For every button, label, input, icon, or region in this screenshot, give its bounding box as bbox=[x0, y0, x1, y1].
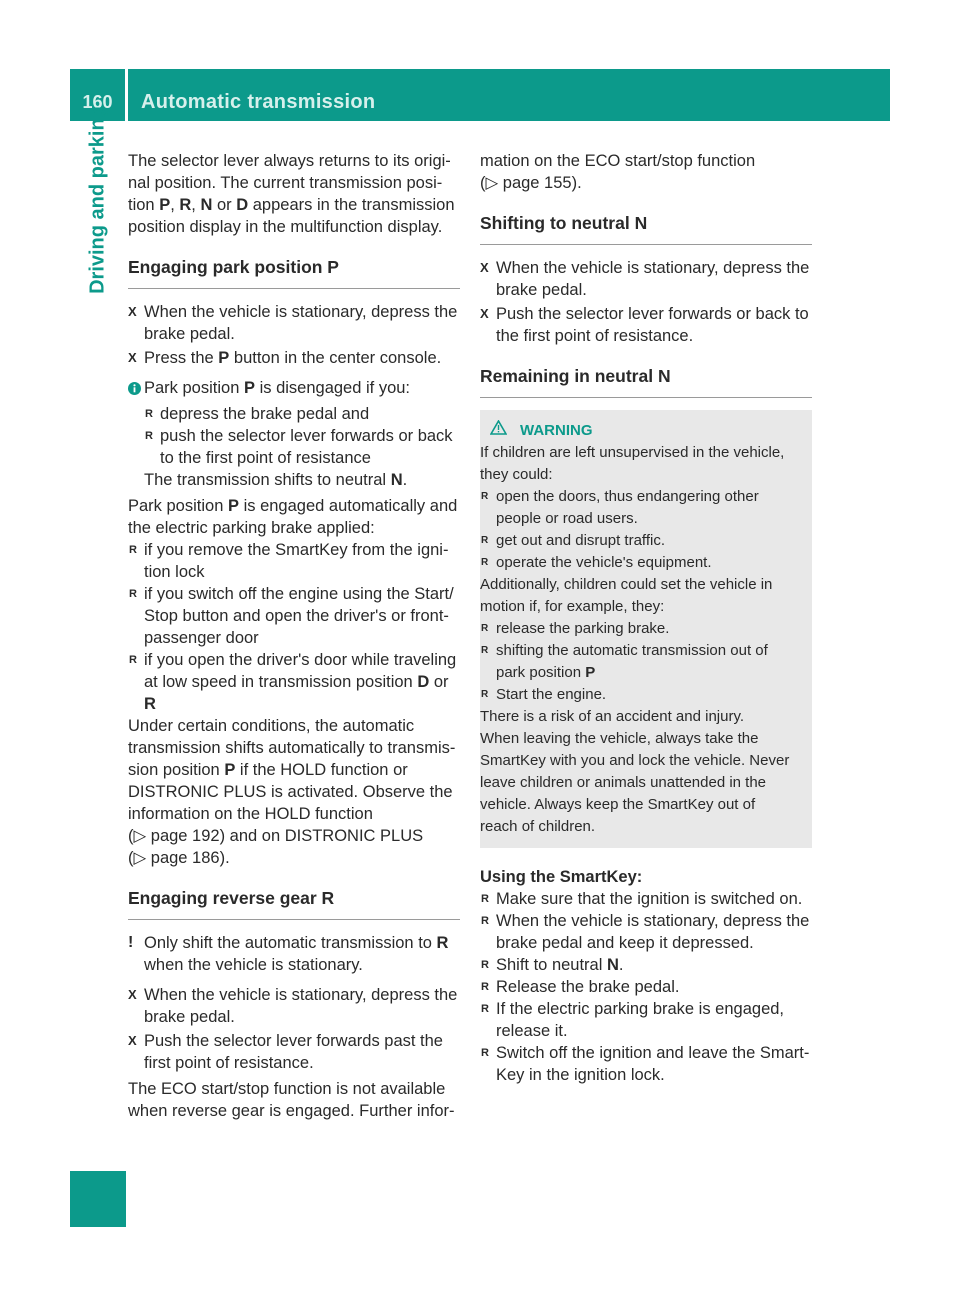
list-item bbox=[480, 976, 812, 998]
text-line: information on the HOLD function bbox=[128, 805, 373, 823]
text-line: SmartKey with you and lock the vehicle. Never bbox=[480, 752, 790, 769]
text-line: Park position P is engaged automatically and bbox=[128, 497, 458, 515]
text-line: motion if, for example, they: bbox=[480, 598, 665, 615]
paragraph bbox=[128, 715, 460, 869]
paragraph bbox=[480, 442, 806, 486]
text-line: park position P bbox=[496, 664, 596, 681]
bullet-icon: R bbox=[481, 1003, 489, 1015]
bullet-icon: R bbox=[481, 981, 489, 993]
text-line: If children are left unsupervised in the vehicle, bbox=[480, 444, 785, 461]
list-item bbox=[128, 583, 460, 649]
text-line: Push the selector lever forwards past the bbox=[144, 1032, 443, 1050]
text-line: The selector lever always returns to its origi- bbox=[128, 152, 451, 170]
text-line: when the vehicle is stationary. bbox=[144, 956, 363, 974]
arrow-icon: X bbox=[128, 987, 137, 1002]
text-line: Stop button and open the driver's or front- bbox=[144, 607, 449, 625]
text-line: people or road users. bbox=[496, 510, 638, 527]
warning-box bbox=[480, 410, 812, 848]
text-line: depress the brake pedal and bbox=[160, 405, 370, 423]
text-line: Start the engine. bbox=[496, 686, 607, 703]
section-heading: Engaging park position P bbox=[128, 256, 460, 289]
paragraph bbox=[480, 706, 806, 728]
arrow-icon: X bbox=[128, 350, 137, 365]
bullet-icon: R bbox=[481, 535, 489, 546]
info-icon bbox=[128, 379, 141, 401]
text-line: Press the P button in the center console. bbox=[144, 349, 442, 367]
bullet-icon: R bbox=[481, 623, 489, 634]
side-tab-marker bbox=[70, 1171, 126, 1227]
page-header bbox=[70, 69, 890, 121]
side-tab-label: Driving and parking bbox=[86, 106, 109, 294]
text-line: transmission shifts automatically to transmis- bbox=[128, 739, 456, 757]
header-title: Automatic transmission bbox=[141, 91, 376, 113]
text-line: vehicle. Always keep the SmartKey out of bbox=[480, 796, 756, 813]
text-line: Release the brake pedal. bbox=[496, 978, 680, 996]
list-item bbox=[128, 649, 460, 715]
text-line: The ECO start/stop function is not available bbox=[128, 1080, 446, 1098]
text-line: mation on the ECO start/stop function bbox=[480, 152, 756, 170]
text-line: the electric parking brake applied: bbox=[128, 519, 375, 537]
exclamation-icon: ! bbox=[128, 934, 134, 951]
text-line: operate the vehicle's equipment. bbox=[496, 554, 712, 571]
list-item bbox=[480, 998, 812, 1042]
text-line: shifting the automatic transmission out of bbox=[496, 642, 768, 659]
text-line: (▷ page 186). bbox=[128, 849, 230, 867]
arrow-icon: X bbox=[480, 306, 489, 321]
list-item bbox=[144, 425, 460, 469]
bullet-icon: R bbox=[481, 1047, 489, 1059]
list-item bbox=[480, 684, 806, 706]
text-line: get out and disrupt traffic. bbox=[496, 532, 665, 549]
text-line: brake pedal and keep it depressed. bbox=[496, 934, 754, 952]
paragraph bbox=[480, 574, 806, 618]
instruction-step bbox=[480, 303, 812, 347]
bullet-icon: R bbox=[481, 689, 489, 700]
text-line: R bbox=[144, 695, 156, 713]
warning-triangle-icon bbox=[490, 420, 507, 442]
instruction-step bbox=[480, 257, 812, 301]
right-column bbox=[480, 150, 812, 1086]
text-line: Under certain conditions, the automatic bbox=[128, 717, 415, 735]
text-line: Switch off the ignition and leave the Smart- bbox=[496, 1044, 810, 1062]
info-note bbox=[128, 377, 460, 399]
text-line: brake pedal. bbox=[144, 1008, 235, 1026]
text-line: push the selector lever forwards or back bbox=[160, 427, 453, 445]
bullet-icon: R bbox=[129, 588, 137, 600]
text-line: passenger door bbox=[144, 629, 259, 647]
text-line: Key in the ignition lock. bbox=[496, 1066, 665, 1084]
left-column bbox=[128, 150, 460, 1122]
text-line: brake pedal. bbox=[496, 281, 587, 299]
paragraph bbox=[128, 495, 460, 539]
caution-note bbox=[128, 932, 460, 976]
paragraph bbox=[480, 728, 806, 838]
text-line: When the vehicle is stationary, depress the bbox=[144, 986, 458, 1004]
text-line: Additionally, children could set the vehicle in bbox=[480, 576, 773, 593]
bullet-icon: R bbox=[145, 408, 153, 420]
text-line: brake pedal. bbox=[144, 325, 235, 343]
text-line: the first point of resistance. bbox=[496, 327, 694, 345]
text-line: When the vehicle is stationary, depress the bbox=[496, 912, 810, 930]
list-item bbox=[480, 888, 812, 910]
instruction-step bbox=[128, 347, 460, 369]
text-line: The transmission shifts to neutral N. bbox=[144, 471, 408, 489]
text-line: When the vehicle is stationary, depress the bbox=[144, 303, 458, 321]
section-heading: Shifting to neutral N bbox=[480, 212, 812, 245]
text-line: tion P, R, N or D appears in the transmission bbox=[128, 196, 455, 214]
page-number: 160 bbox=[82, 92, 113, 112]
text-line: leave children or animals unattended in the bbox=[480, 774, 767, 791]
list-item bbox=[128, 539, 460, 583]
list-item bbox=[480, 910, 812, 954]
text-line: When leaving the vehicle, always take the bbox=[480, 730, 759, 747]
text-line: open the doors, thus endangering other bbox=[496, 488, 759, 505]
instruction-step bbox=[128, 984, 460, 1028]
text-line: (▷ page 155). bbox=[480, 174, 582, 192]
text-line: they could: bbox=[480, 466, 553, 483]
text-line: nal position. The current transmission posi- bbox=[128, 174, 443, 192]
info-note-list bbox=[144, 403, 460, 469]
list-item bbox=[480, 954, 812, 976]
text-line: When the vehicle is stationary, depress the bbox=[496, 259, 810, 277]
text-line: Push the selector lever forwards or back to bbox=[496, 305, 809, 323]
text-line: Shift to neutral N. bbox=[496, 956, 624, 974]
text-line: Make sure that the ignition is switched on. bbox=[496, 890, 803, 908]
text-line: release the parking brake. bbox=[496, 620, 670, 637]
text-line: Only shift the automatic transmission to R bbox=[144, 934, 449, 952]
list-item bbox=[480, 530, 806, 552]
text-line: to the first point of resistance bbox=[160, 449, 371, 467]
instruction-step bbox=[128, 301, 460, 345]
text-line: at low speed in transmission position D or bbox=[144, 673, 449, 691]
text-line: if you switch off the engine using the Start/ bbox=[144, 585, 454, 603]
list-item bbox=[480, 640, 806, 684]
list-item bbox=[144, 403, 460, 425]
bullet-icon: R bbox=[481, 491, 489, 502]
text-line: There is a risk of an accident and injury. bbox=[480, 708, 745, 725]
text-line: first point of resistance. bbox=[144, 1054, 314, 1072]
list-item bbox=[480, 552, 806, 574]
arrow-icon: X bbox=[480, 260, 489, 275]
text-line: DISTRONIC PLUS is activated. Observe the bbox=[128, 783, 453, 801]
bullet-icon: R bbox=[481, 915, 489, 927]
bullet-icon: R bbox=[481, 645, 489, 656]
text-line: If the electric parking brake is engaged, bbox=[496, 1000, 785, 1018]
text-line: when reverse gear is engaged. Further infor- bbox=[128, 1102, 455, 1120]
list-item bbox=[480, 618, 806, 640]
info-note-result bbox=[144, 469, 460, 491]
instruction-step bbox=[128, 1030, 460, 1074]
arrow-icon: X bbox=[128, 1033, 137, 1048]
warning-title bbox=[490, 420, 806, 442]
arrow-icon: X bbox=[128, 304, 137, 319]
text-line: if you open the driver's door while traveling bbox=[144, 651, 457, 669]
section-heading: Remaining in neutral N bbox=[480, 365, 812, 398]
header-divider bbox=[125, 69, 128, 121]
paragraph bbox=[128, 150, 460, 238]
bullet-icon: R bbox=[145, 430, 153, 442]
paragraph bbox=[480, 150, 812, 194]
bullet-icon: R bbox=[129, 544, 137, 556]
bullet-icon: R bbox=[481, 557, 489, 568]
text-line: (▷ page 192) and on DISTRONIC PLUS bbox=[128, 827, 424, 845]
bullet-icon: R bbox=[481, 959, 489, 971]
bullet-icon: R bbox=[129, 654, 137, 666]
bullet-icon: R bbox=[481, 893, 489, 905]
text-line: if you remove the SmartKey from the igni- bbox=[144, 541, 449, 559]
text-line: sion position P if the HOLD function or bbox=[128, 761, 408, 779]
text-line: position display in the multifunction display. bbox=[128, 218, 443, 236]
text-line: tion lock bbox=[144, 563, 205, 581]
text-line: release it. bbox=[496, 1022, 568, 1040]
list-item bbox=[480, 486, 806, 530]
section-heading: Engaging reverse gear R bbox=[128, 887, 460, 920]
subsection-heading: Using the SmartKey: bbox=[480, 868, 643, 886]
paragraph bbox=[128, 1078, 460, 1122]
list-item bbox=[480, 1042, 812, 1086]
text-line: reach of children. bbox=[480, 818, 596, 835]
warning-title-text: WARNING bbox=[520, 422, 593, 439]
text-line: Park position P is disengaged if you: bbox=[144, 379, 411, 397]
